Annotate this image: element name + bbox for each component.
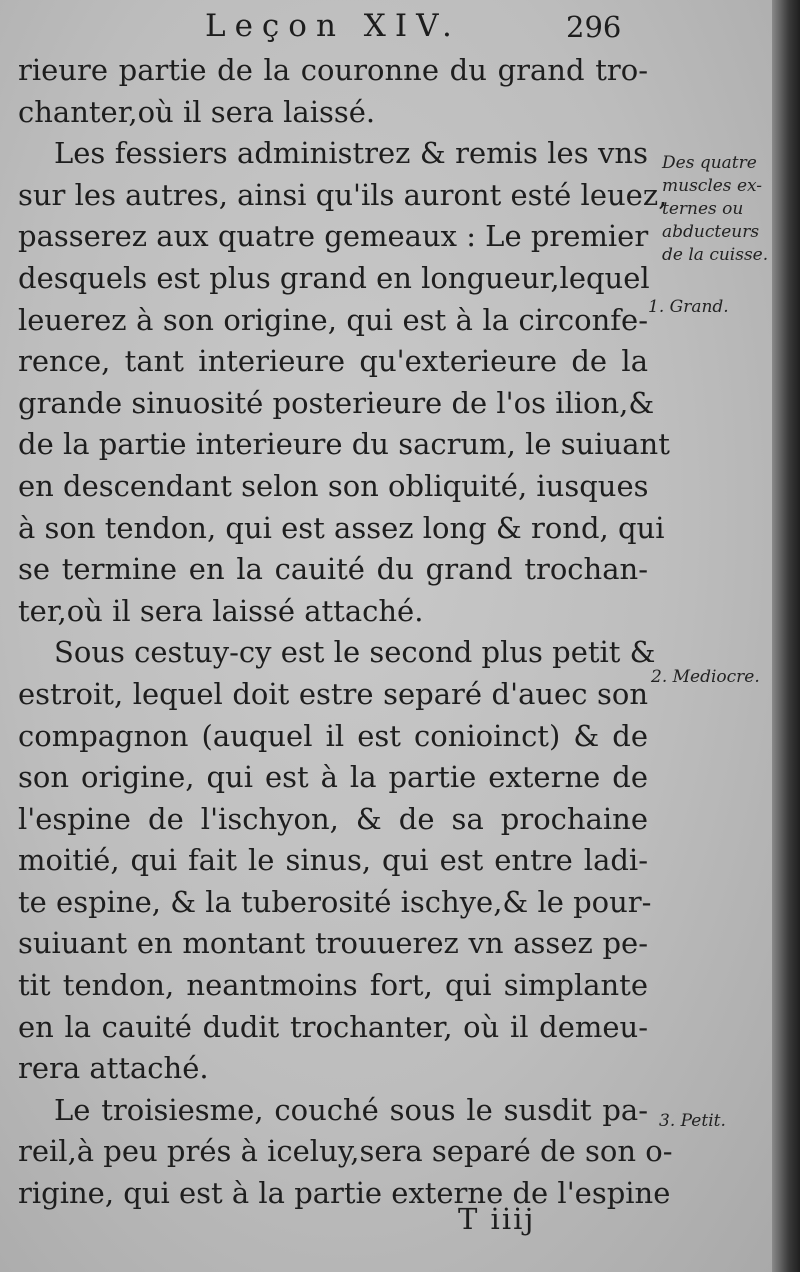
text-line: sur les autres, ainsi qu'ils auront esté leuez,	[18, 177, 668, 212]
text-line: compagnon (auquel il est conioinct) & de	[18, 718, 648, 753]
text-line: grande sinuosité posterieure de l'os ilion,&	[18, 385, 655, 420]
page-edge-shadow	[772, 0, 800, 1272]
margin-note-grand: 1. Grand.	[648, 297, 729, 317]
text-line: Sous cestuy-cy est le second plus petit &	[54, 635, 656, 670]
text-line: leuerez à son origine, qui est à la circonfe-	[18, 302, 648, 337]
margin-note-mediocre: 2. Mediocre.	[651, 667, 760, 687]
text-line: ter,où il sera laissé attaché.	[18, 593, 424, 628]
text-line: à son tendon, qui est assez long & rond, qui	[18, 510, 665, 545]
text-line: Les fessiers administrez & remis les vns	[54, 136, 648, 171]
text-line: rigine, qui est à la partie externe de l'espine	[18, 1176, 671, 1211]
text-line: suiuant en montant trouuerez vn assez pe-	[18, 926, 648, 961]
text-line: en descendant selon son obliquité, iusques	[18, 468, 649, 503]
text-line: chanter,où il sera laissé.	[18, 94, 376, 129]
text-line: rera attaché.	[18, 1051, 209, 1086]
text-line: rence, tant interieure qu'exterieure de la	[18, 344, 648, 379]
text-line: tit tendon, neantmoins fort, qui simplante	[18, 968, 648, 1003]
margin-note-muscles	[662, 152, 768, 267]
page-header	[0, 6, 772, 50]
text-line: estroit, lequel doit estre separé d'auec son	[18, 676, 648, 711]
text-line: passerez aux quatre gemeaux : Le premier	[18, 219, 649, 254]
text-line: rieure partie de la couronne du grand tro-	[18, 53, 648, 87]
margin-note-line: abducteurs	[662, 222, 760, 242]
page-number: 296	[566, 10, 622, 44]
margin-note-petit: 3. Petit.	[659, 1111, 726, 1131]
margin-note-line: muscles ex-	[662, 176, 763, 196]
body-text	[18, 50, 673, 1215]
text-line: se termine en la cauité du grand trochan-	[18, 552, 648, 587]
text-line: Le troisiesme, couché sous le susdit pa-	[54, 1092, 648, 1127]
margin-note-line: ternes ou	[662, 199, 744, 219]
text-line: reil,à peu prés à iceluy,sera separé de son o-	[18, 1134, 673, 1169]
text-line: te espine, & la tuberosité ischye,& le pour-	[18, 884, 652, 919]
text-line: en la cauité dudit trochanter, où il demeu-	[18, 1009, 648, 1044]
text-line: l'espine de l'ischyon, & de sa prochaine	[18, 801, 648, 836]
text-line: son origine, qui est à la partie externe de	[18, 760, 648, 795]
text-line: moitié, qui fait le sinus, qui est entre ladi-	[18, 843, 648, 878]
signature-mark: T iiij	[458, 1202, 536, 1236]
margin-note-line: de la cuisse.	[662, 245, 769, 265]
text-line: de la partie interieure du sacrum, le suiuant	[18, 427, 670, 462]
text-line: desquels est plus grand en longueur,lequel	[18, 260, 650, 295]
running-title: Leçon XIV.	[205, 8, 461, 44]
margin-note-line: Des quatre	[662, 153, 757, 173]
